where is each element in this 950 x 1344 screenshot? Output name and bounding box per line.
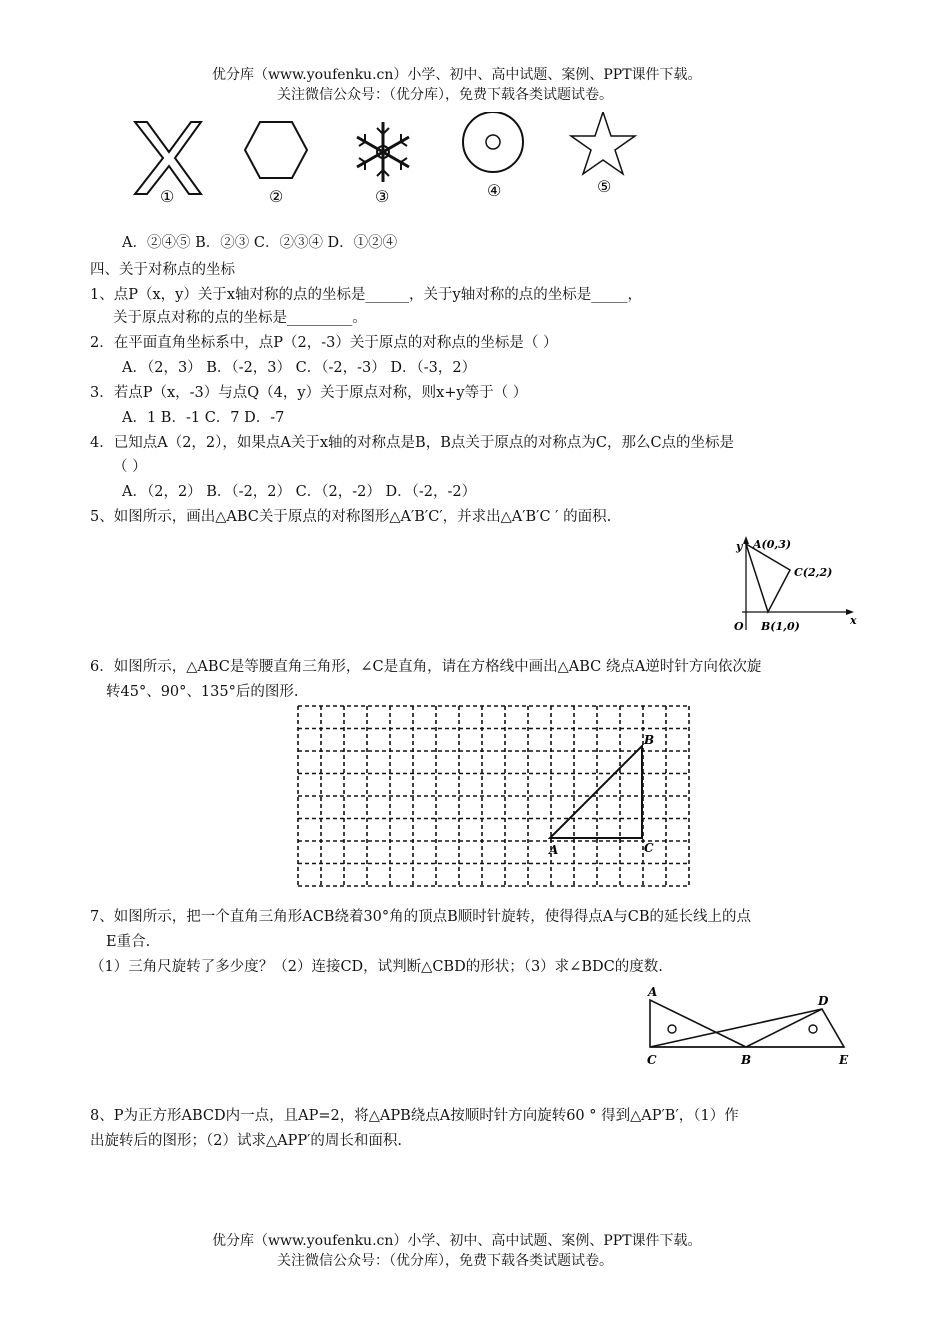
hexagon-icon [245,122,307,178]
q6-line-2: 转45°、90°、135°后的图形. [106,684,299,700]
q4-line-2: （ ） [113,459,147,475]
q4-line-1: 4．已知点A（2，2），如果点A关于x轴的对称点是B，B点关于原点的对称点为C，那么C点的坐标是 [90,435,735,451]
q6-line-1: 6．如图所示，△ABC是等腰直角三角形，∠C是直角，请在方格线中画出△ABC 绕点A逆时针方向依次旋 [90,659,762,675]
snowflake-icon [357,122,409,182]
ring-icon [463,112,523,172]
triangle-abc [746,544,790,612]
shape-label-4: ④ [487,181,502,200]
q4-options: A．（2，2） B．（-2，2） C．（2，-2） D．（-2，-2） [122,484,477,500]
fig7-d-label: D [818,994,829,1008]
q7-line-1: 7、如图所示，把一个直角三角形ACB绕着30°角的顶点B顺时针旋转，使得得点A与CB的延长线上的点 [90,909,752,925]
q6-grid-figure [294,702,694,892]
fig5-x-label: x [850,614,857,627]
q2-text: 2．在平面直角坐标系中，点P（2，-3）关于原点的对称点的坐标是（ ） [90,335,558,351]
fig7-a-label: A [648,985,658,999]
section-4-title: 四、关于对称点的坐标 [90,262,235,278]
prev-question-options: A．②④⑤ B．②③ C．②③④ D．①②④ [122,235,398,251]
q3-options: A．1 B．-1 C．7 D．-7 [122,410,285,426]
fig5-c-label: C(2,2) [794,566,833,579]
fig5-a-label: A(0,3) [753,538,792,551]
q1-line-2: 关于原点对称的点的坐标是_________。 [113,310,367,326]
shape-label-3: ③ [375,187,390,206]
header-line-2: 关注微信公众号：（优分库），免费下载各类试题试卷。 [277,87,613,103]
q3-text: 3．若点P（x，-3）与点Q（4，y）关于原点对称，则x+y等于（ ） [90,385,528,401]
fig7-b-label: B [741,1053,752,1067]
symmetry-shapes-figure [125,112,645,212]
q2-options: A．（2，3） B．（-2，3） C．（-2，-3） D．（-3，2） [122,360,477,376]
x-letter-icon [135,122,201,194]
q5-text: 5、如图所示，画出△ABC关于原点的对称图形△A′B′C′，并求出△A′B′C ′ 的面积. [90,509,612,525]
triangle-abc-grid [550,746,642,838]
triangle-acb [650,1000,746,1047]
shape-label-2: ② [269,187,284,206]
fig6-b-label: B [644,733,655,747]
q1-line-1: 1、点P（x，y）关于x轴对称的点的坐标是______，关于y轴对称的点的坐标是_____， [90,287,642,303]
q7-triangles-figure [640,980,860,1070]
q7-line-3: （1）三角尺旋转了多少度？（2）连接CD，试判断△CBD的形状；（3）求∠BDC的度数. [90,959,663,975]
fig7-c-label: C [647,1053,657,1067]
footer-line-1: 优分库（www.youfenku.cn）小学、初中、高中试题、案例、PPT课件下载。 [212,1233,702,1249]
fig5-o-label: O [734,620,744,633]
footer-line-2: 关注微信公众号：（优分库），免费下载各类试题试卷。 [277,1253,613,1269]
fig6-c-label: C [644,841,654,855]
star-icon [571,112,635,174]
dashed-grid [298,706,689,886]
shape-label-1: ① [160,187,175,206]
shape-label-5: ⑤ [597,177,612,196]
q7-line-2: E重合. [106,934,151,950]
q8-line-2: 出旋转后的图形；（2）试求△APP′的周长和面积. [90,1133,403,1149]
fig5-y-label: y [736,540,743,553]
y-axis-arrow-icon [743,536,749,544]
fig5-b-label: B(1,0) [761,620,800,633]
fig6-a-label: A [549,843,559,857]
header-line-1: 优分库（www.youfenku.cn）小学、初中、高中试题、案例、PPT课件下载。 [212,67,702,83]
fig7-e-label: E [839,1053,849,1067]
q5-coordinate-figure [728,532,864,636]
q8-line-1: 8、P为正方形ABCD内一点，且AP=2，将△APB绕点A按顺时针方向旋转60 ° 得到△AP′B′，（1）作 [90,1108,739,1124]
